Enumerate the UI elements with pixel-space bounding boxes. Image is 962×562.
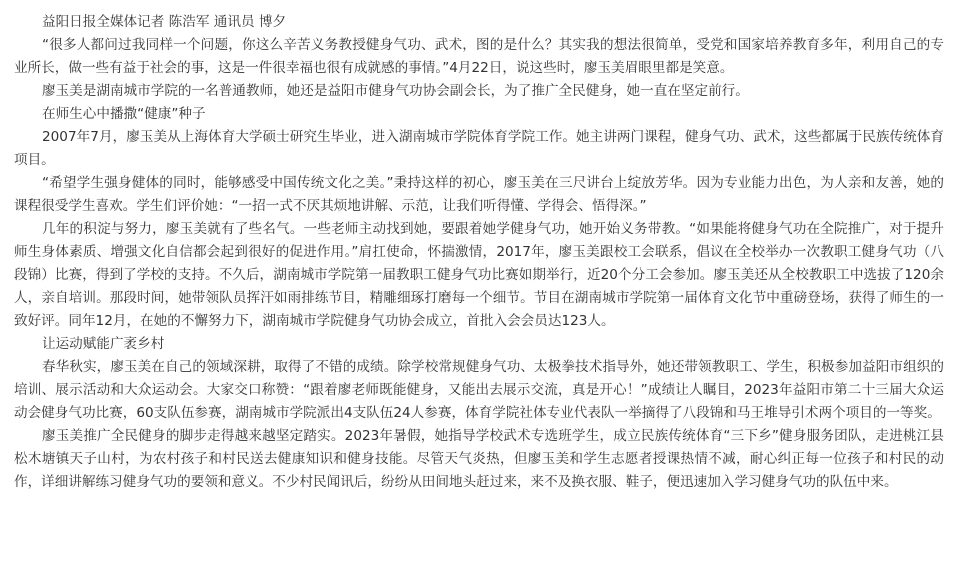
byline: 益阳日报全媒体记者 陈浩军 通讯员 博夕 <box>42 14 287 30</box>
subheading-2: 让运动赋能广袤乡村 <box>42 336 165 352</box>
paragraph-3: 2007年7月，廖玉美从上海体育大学硕士研究生毕业，进入湖南城市学院体育学院工作。她主讲两门课程，健身气功、武术，这些都属于民族传统体育项目。 <box>14 129 944 168</box>
paragraph-5: 几年的积淀与努力，廖玉美就有了些名气。一些老师主动找到她，要跟着她学健身气功，她开始义务带教。“如果能将健身气功在全院推广，对于提升师生身体素质、增强文化自信都会起到很好的促进作用。”肩扛使命，怀揣激情，2017年，廖玉美跟校工会联系，倡议在全校举办一次教职工健身气功（八段锦）比赛，得到了学校的支持。不久后，湖南城市学院第一届教职工健身气功比赛如期举行，近20个分工会参加。廖玉美还从全校教职工中选拔了120余人，亲自培训。那段时间，她带领队员挥汗如雨排练节目，精雕细琢打磨每一个细节。节目在湖南城市学院第一届体育文化节中重磅登场，获得了师生的一致好评。同年12月，在她的不懈努力下，湖南城市学院健身气功协会成立，首批入会会员达123人。 <box>14 221 944 329</box>
paragraph-7: 廖玉美推广全民健身的脚步走得越来越坚定踏实。2023年暑假，她指导学校武术专选班学生，成立民族传统体育“三下乡”健身服务团队，走进桃江县松木塘镇天子山村，为农村孩子和村民送去健康知识和健身技能。尽管天气炎热，但廖玉美和学生志愿者授课热情不减，耐心纠正每一位孩子和村民的动作，详细讲解练习健身气功的要领和意义。不少村民闻讯后，纷纷从田间地头赶过来，来不及换衣服、鞋子，便迅速加入学习健身气功的队伍中来。 <box>14 428 944 490</box>
paragraph-2: 廖玉美是湖南城市学院的一名普通教师，她还是益阳市健身气功协会副会长，为了推广全民健身，她一直在坚定前行。 <box>42 83 749 99</box>
article-body <box>14 11 944 494</box>
paragraph-1: “很多人都问过我同样一个问题，你这么辛苦义务教授健身气功、武术，图的是什么？其实我的想法很简单，受党和国家培养教育多年，利用自己的专业所长，做一些有益于社会的事，这是一件很幸福也很有成就感的事情。”4月22日，说这些时，廖玉美眉眼里都是笑意。 <box>14 37 944 76</box>
paragraph-6: 春华秋实，廖玉美在自己的领域深耕，取得了不错的成绩。除学校常规健身气功、太极拳技术指导外，她还带领教职工、学生，积极参加益阳市组织的培训、展示活动和大众运动会。大家交口称赞：“跟着廖老师既能健身，又能出去展示交流，真是开心！”成绩让人瞩目，2023年益阳市第二十三届大众运动会健身气功比赛，60支队伍参赛，湖南城市学院派出4支队伍24人参赛，体育学院社体专业代表队一举摘得了八段锦和马王堆导引术两个项目的一等奖。 <box>14 359 944 421</box>
subheading-1: 在师生心中播撒“健康”种子 <box>42 106 206 122</box>
paragraph-4: “希望学生强身健体的同时，能够感受中国传统文化之美。”秉持这样的初心，廖玉美在三尺讲台上绽放芳华。因为专业能力出色，为人亲和友善，她的课程很受学生喜欢。学生们评价她：“一招一式不厌其烦地讲解、示范，让我们听得懂、学得会、悟得深。” <box>14 175 944 214</box>
